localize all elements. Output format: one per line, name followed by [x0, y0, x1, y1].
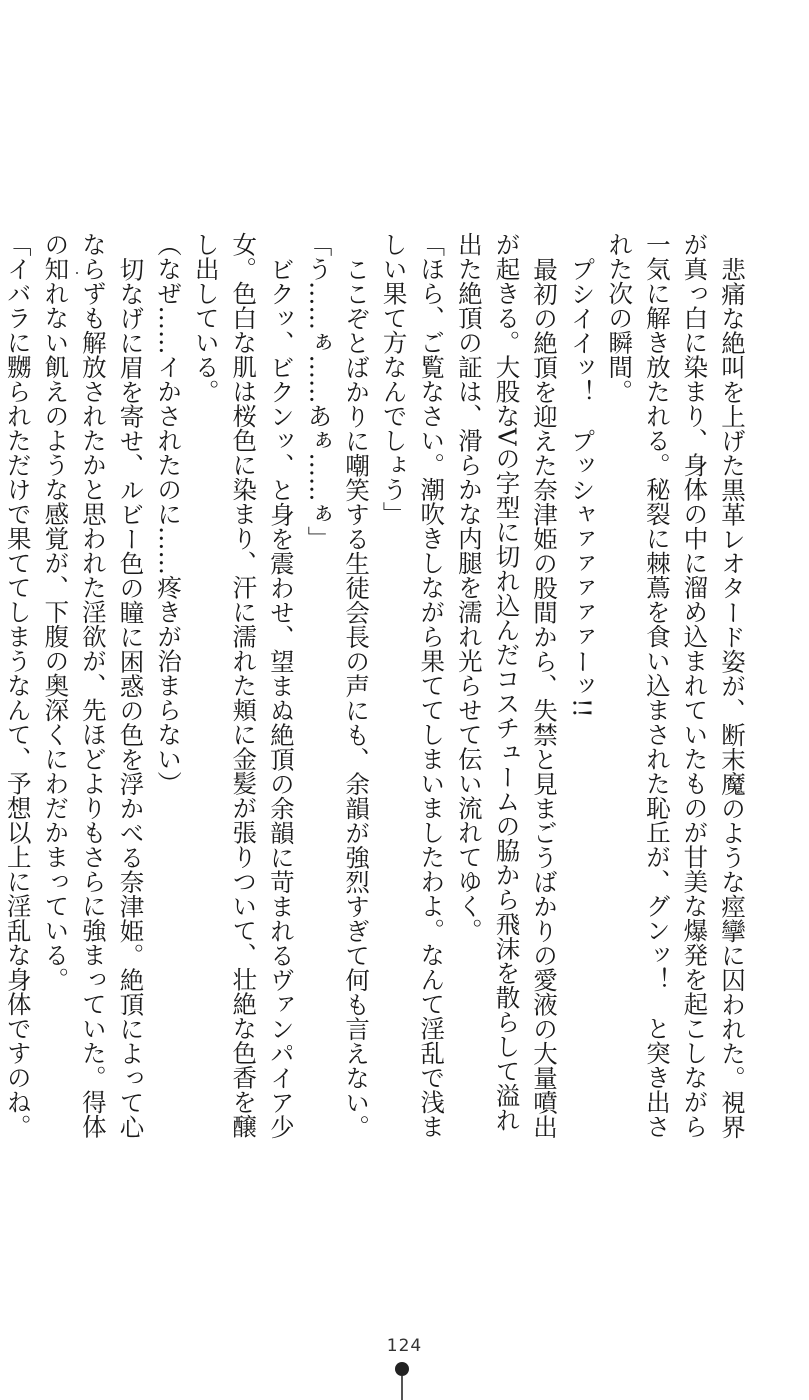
paragraph-6: 切なげに眉を寄せ、ルビー色の瞳に困惑の色を浮かべる奈津姫。絶頂によって心ならずも解放されたかと思われた淫欲が、先ほどよりもさらに強まっていた。得体の知れない飢えのような感覚が、下腹の奥深くにわだかまっている。 — [41, 232, 146, 1139]
dialogue-2: 「う……ぁ……あぁ……ぁ」 — [304, 232, 334, 551]
paragraph-4: ここぞとばかりに嘲笑する生徒会長の声にも、余韻が強烈すぎて何も言えない。 — [342, 256, 372, 1139]
inner-thought: （なぜ……イかされたのに……疼きが治まらない） — [154, 232, 184, 796]
dialogue-1: 「ほら、ご覧なさい。潮吹きしながら果ててしまいましたわよ。なんて淫乱で浅ましい果て方なんでしょう」 — [379, 232, 447, 1139]
paragraph-3: 最初の絶頂を迎えた奈津姫の股間から、失禁と見まごうばかりの愛液の大量噴出が起きる。大股なVの字型に切れ込んだコスチュームの脇から飛沫を散らして溢れ出た絶頂の証は、滑らかな内腿を濡れ光らせて伝い流れてゆく。 — [454, 232, 560, 1139]
vertical-text-body — [0, 232, 751, 1152]
folio-dot-ornament — [395, 1362, 409, 1376]
dialogue-3: 「イバラに嬲られただけで果ててしまうなんて、予想以上に淫乱な身体ですのね。 — [3, 232, 33, 1139]
page-number: 124 — [386, 1336, 423, 1356]
paragraph-1: 悲痛な絶叫を上げた黒革レオタード姿が、断末魔のような痙攣に囚われた。視界が真っ白に染まり、身体の中に溜め込まれていたものが甘美な爆発を起こしながら一気に解き放たれる。秘裂に棘蔦を食い込まされた恥丘が、グンッ！ と突き出された次の瞬間。 — [605, 232, 747, 1139]
paragraph-5: ビクッ、ビクンッ、と身を震わせ、望まぬ絶頂の余韻に苛まれるヴァンパイア少女。色白な肌は桜色に染まり、汗に濡れた頬に金髪が張りついて、壮絶な色香を醸し出している。 — [191, 232, 296, 1139]
paragraph-2: プシイイッ！ プッシャァァァァァーッ!! — [567, 256, 597, 718]
folio-line-ornament — [401, 1376, 403, 1400]
print-speck — [76, 272, 78, 274]
